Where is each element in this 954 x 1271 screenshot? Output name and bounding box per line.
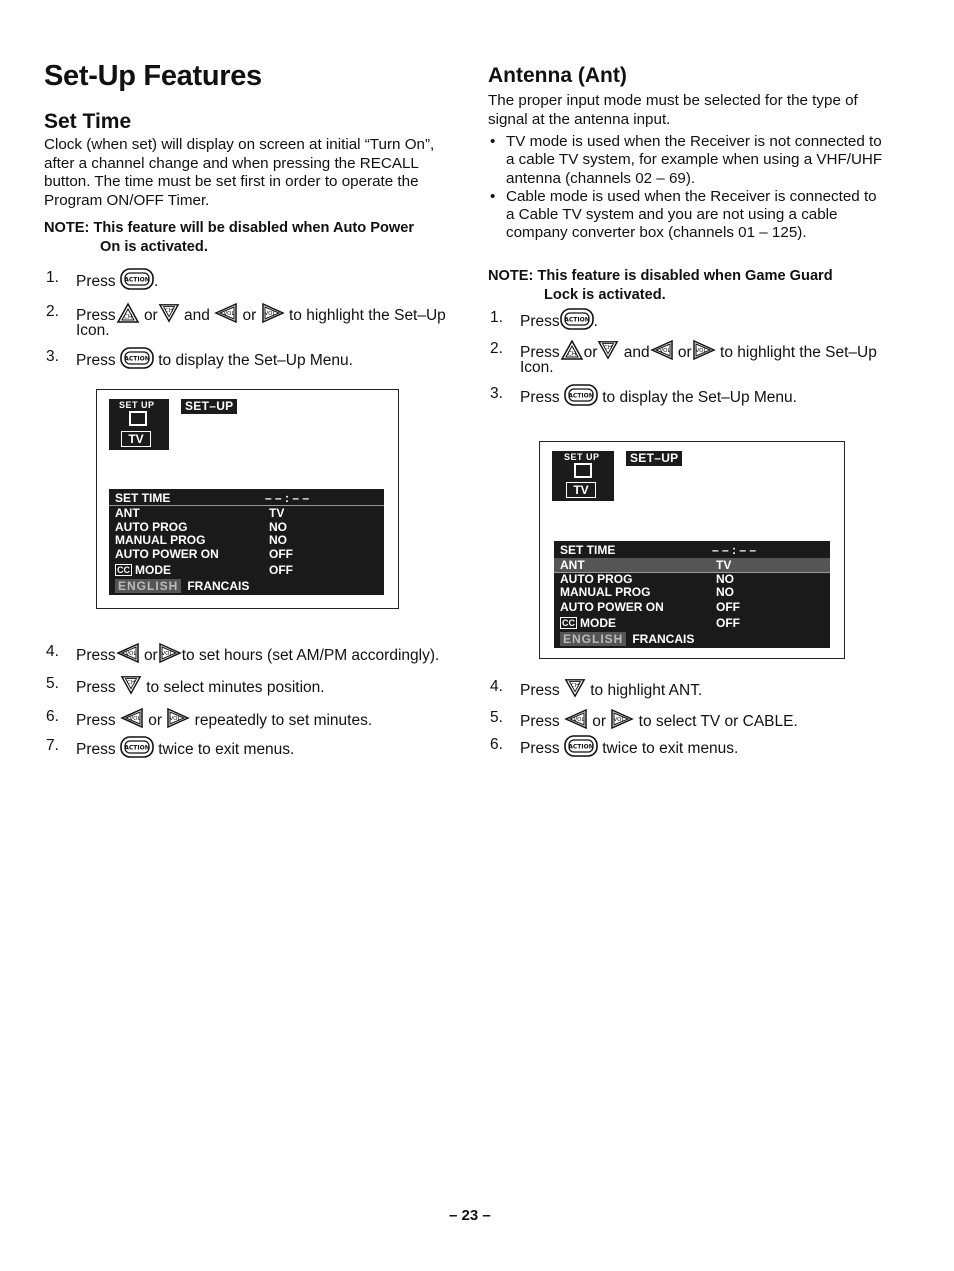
setup-menu-list bbox=[554, 541, 830, 648]
intro-line: Program ON/OFF Timer. bbox=[44, 191, 210, 209]
action-button-icon bbox=[564, 384, 598, 406]
channel-down-icon bbox=[564, 677, 586, 699]
setup-tag: SET–UP bbox=[626, 451, 682, 466]
step-text: or bbox=[143, 307, 158, 324]
page-title: Set-Up Features bbox=[44, 60, 262, 92]
menu-row-ant: ANT TV bbox=[115, 506, 285, 520]
step-number: 5. bbox=[490, 709, 503, 726]
step-text: or bbox=[677, 344, 692, 361]
step-text: to highlight the Set–Up bbox=[288, 307, 446, 324]
antenna-note bbox=[488, 267, 900, 304]
section-title-antenna: Antenna (Ant) bbox=[488, 64, 627, 87]
setup-tag: SET–UP bbox=[181, 399, 237, 414]
step-text: Press bbox=[520, 344, 560, 361]
volume-right-icon bbox=[261, 302, 285, 324]
channel-up-icon bbox=[116, 302, 140, 324]
menu-row-language: ENGLISH FRANCAIS bbox=[109, 579, 384, 593]
set-time-note bbox=[44, 219, 454, 256]
step-number: 1. bbox=[490, 309, 503, 326]
setup-tv-icon bbox=[552, 451, 614, 501]
step-text: and bbox=[623, 344, 650, 361]
tv-screen-shape bbox=[574, 463, 592, 478]
step-text: to set hours (set AM/PM accordingly). bbox=[181, 647, 440, 664]
step-number: 1. bbox=[46, 269, 59, 286]
step-text: or bbox=[242, 307, 257, 324]
volume-right-icon bbox=[610, 708, 634, 730]
setup-menu-screen-left bbox=[96, 389, 399, 609]
note-line: NOTE: This feature will be disabled when Auto Power bbox=[44, 220, 415, 236]
step-number: 3. bbox=[490, 385, 503, 402]
action-button-icon bbox=[120, 347, 154, 369]
volume-right-icon bbox=[166, 707, 190, 729]
menu-row-auto-power-on: AUTO POWER ON OFF bbox=[115, 547, 293, 561]
step-text: twice to exit menus. bbox=[158, 741, 295, 758]
action-button-icon bbox=[120, 736, 154, 758]
step-text: to highlight ANT. bbox=[590, 682, 703, 699]
volume-right-icon bbox=[158, 642, 182, 664]
step-text: and bbox=[184, 307, 210, 324]
step-number: 2. bbox=[490, 340, 503, 357]
intro-line: Clock (when set) will display on screen at initial “Turn On”, bbox=[44, 136, 435, 153]
intro-line: button. The time must be set first in order to operate the bbox=[44, 173, 419, 190]
step-text: Press bbox=[76, 679, 116, 696]
step-text: repeatedly to set minutes. bbox=[194, 712, 373, 729]
step-text: Press bbox=[76, 352, 116, 369]
menu-row-manual-prog: MANUAL PROG NO bbox=[115, 533, 287, 547]
setup-tv-icon bbox=[109, 399, 169, 450]
action-button-icon bbox=[564, 735, 598, 757]
channel-down-icon bbox=[158, 302, 180, 324]
step-text: . bbox=[593, 313, 598, 330]
volume-left-icon bbox=[120, 707, 144, 729]
step-text: . bbox=[153, 273, 159, 290]
step-number: 6. bbox=[490, 736, 503, 753]
setup-menu-list bbox=[109, 489, 384, 595]
step-text: to display the Set–Up Menu. bbox=[158, 352, 353, 369]
note-line: NOTE: This feature is disabled when Game Guard bbox=[488, 268, 833, 284]
icon-label: SET UP bbox=[119, 400, 155, 410]
step-text: or bbox=[143, 647, 158, 664]
page-number: – 23 – bbox=[449, 1207, 491, 1224]
step-text: Press bbox=[76, 712, 116, 729]
step-text: Press bbox=[520, 313, 560, 330]
step-number: 3. bbox=[46, 348, 59, 365]
menu-row-auto-prog: AUTO PROG NO bbox=[115, 520, 287, 534]
step-text: or bbox=[583, 344, 598, 361]
cc-icon: CC bbox=[117, 565, 130, 575]
step-text: to highlight the Set–Up bbox=[720, 344, 877, 361]
step-text: Press bbox=[76, 741, 116, 758]
menu-row-cc-mode: CC MODE OFF bbox=[117, 563, 293, 577]
action-button-icon bbox=[560, 308, 594, 330]
set-time-intro bbox=[44, 136, 454, 210]
step-text: Press bbox=[76, 273, 116, 290]
intro-line: after a channel change and when pressing the RECALL bbox=[44, 154, 419, 172]
channel-down-icon bbox=[120, 674, 142, 696]
step-text: to select TV or CABLE. bbox=[638, 713, 798, 730]
step-text: Icon. bbox=[520, 359, 554, 376]
section-title-set-time: Set Time bbox=[44, 110, 132, 133]
step-text: to select minutes position. bbox=[146, 679, 325, 696]
channel-up-icon bbox=[560, 339, 584, 361]
channel-down-icon bbox=[597, 339, 619, 361]
volume-left-icon bbox=[564, 708, 588, 730]
tv-label: TV bbox=[566, 482, 596, 498]
menu-row-language: ENGLISH FRANCAIS bbox=[554, 632, 830, 646]
setup-menu-screen-right bbox=[539, 441, 845, 659]
action-button-icon bbox=[120, 268, 154, 290]
menu-row-auto-prog: AUTO PROG NO bbox=[560, 572, 734, 586]
intro-line: signal at the antenna input. bbox=[488, 110, 671, 128]
step-number: 4. bbox=[490, 678, 503, 695]
step-text: Press bbox=[76, 647, 116, 664]
step-text: or bbox=[148, 712, 163, 729]
menu-row-set-time: SET TIME – – : – – bbox=[560, 543, 757, 557]
step-text: Press bbox=[520, 682, 560, 699]
antenna-bullets bbox=[488, 133, 900, 243]
step-text: Press bbox=[520, 740, 560, 757]
volume-right-icon bbox=[692, 339, 716, 361]
menu-row-ant: ANT TV bbox=[554, 558, 830, 573]
tv-label: TV bbox=[121, 431, 151, 447]
intro-line: The proper input mode must be selected for the type of bbox=[488, 92, 858, 109]
cc-icon: CC bbox=[562, 618, 575, 628]
volume-left-icon bbox=[214, 302, 238, 324]
note-line: On is activated. bbox=[100, 238, 208, 255]
bullet-cable-mode: • Cable mode is used when the Receiver is connected to a Cable TV system and you are not using a cable company converter box (channels 01 – 125). bbox=[490, 187, 877, 242]
step-text: Press bbox=[520, 389, 560, 406]
step-text: Icon. bbox=[76, 322, 110, 339]
step-number: 2. bbox=[46, 303, 59, 320]
volume-left-icon bbox=[650, 339, 674, 361]
step-text: or bbox=[592, 713, 607, 730]
volume-left-icon bbox=[116, 642, 140, 664]
icon-label: SET UP bbox=[564, 452, 600, 462]
step-text: Press bbox=[76, 307, 116, 324]
bullet-tv-mode: • TV mode is used when the Receiver is not connected to a cable TV system, for example when using a VHF/UHF antenna (channels 02 – 69). bbox=[490, 133, 883, 187]
step-text: Press bbox=[520, 713, 560, 730]
antenna-intro bbox=[488, 92, 900, 129]
menu-row-set-time: SET TIME – – : – – bbox=[109, 491, 384, 506]
note-line: Lock is activated. bbox=[544, 286, 666, 303]
step-number: 7. bbox=[46, 737, 59, 754]
menu-row-auto-power-on: AUTO POWER ON OFF bbox=[560, 600, 740, 614]
step-number: 6. bbox=[46, 708, 59, 725]
step-number: 4. bbox=[46, 643, 59, 660]
menu-row-cc-mode: CC MODE OFF bbox=[562, 616, 740, 630]
step-number: 5. bbox=[46, 675, 59, 692]
tv-screen-shape bbox=[129, 411, 147, 426]
step-text: to display the Set–Up Menu. bbox=[602, 389, 797, 406]
step-text: twice to exit menus. bbox=[602, 740, 739, 757]
menu-row-manual-prog: MANUAL PROG NO bbox=[560, 585, 734, 599]
